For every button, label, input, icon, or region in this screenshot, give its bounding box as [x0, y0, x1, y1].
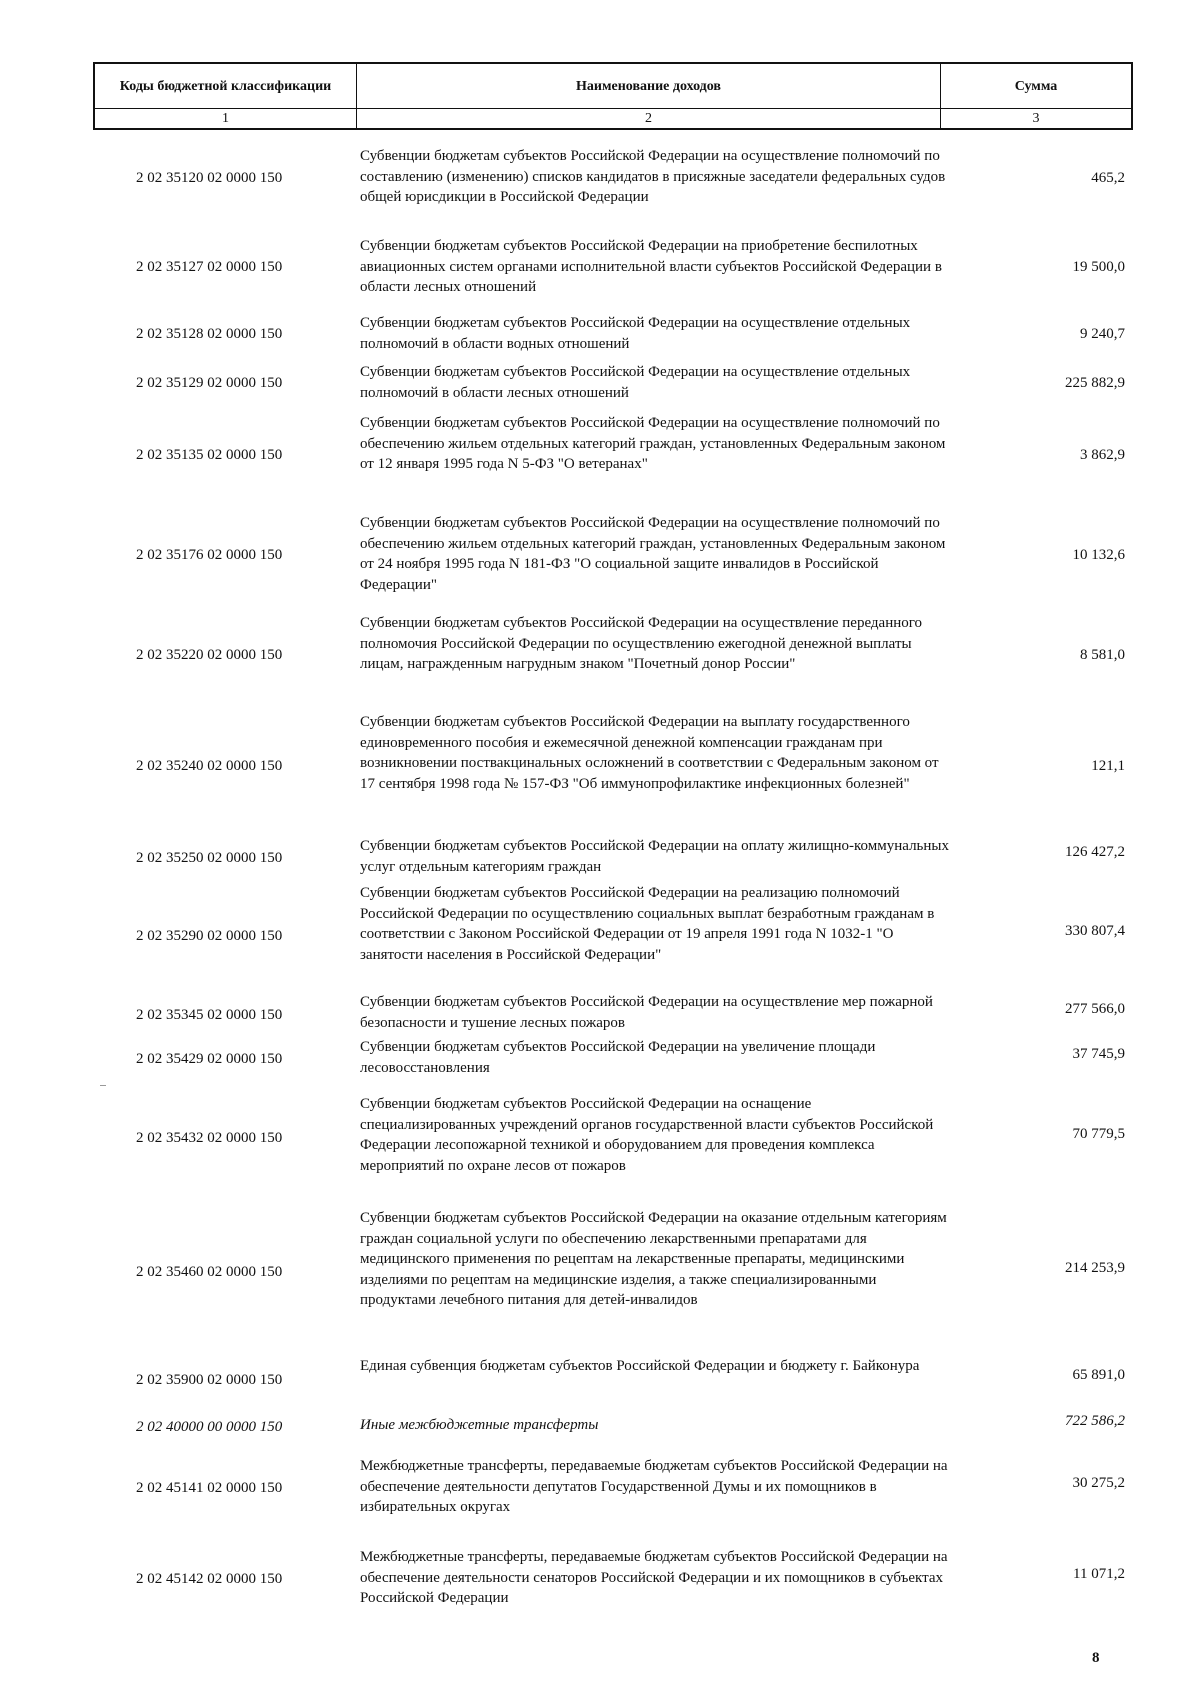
amount: 121,1 — [1091, 758, 1125, 774]
amount: 126 427,2 — [1065, 844, 1125, 860]
budget-code: 2 02 35290 02 0000 150 — [136, 928, 283, 944]
income-name: Субвенции бюджетам субъектов Российской Федерации на реализацию полномочий Российской Федерации по осуществлению социальных выплат безработным гражданам в соответствии с Законом Российской Федерации от 19 апреля 1991 года N 1032-1 "О занятости населения в Российской Федерации" — [360, 885, 935, 963]
income-name: Единая субвенция бюджетам субъектов Российской Федерации и бюджету г. Байконура — [360, 1358, 920, 1374]
budget-code: 2 02 35345 02 0000 150 — [136, 1007, 283, 1023]
amount: 30 275,2 — [1072, 1475, 1125, 1491]
budget-code: 2 02 40000 00 0000 150 — [136, 1419, 283, 1435]
header-col3-number: 3 — [1032, 111, 1040, 126]
income-name: Субвенции бюджетам субъектов Российской Федерации на увеличение площади лесовосстановления — [360, 1039, 876, 1076]
budget-code: 2 02 35220 02 0000 150 — [136, 647, 283, 663]
income-name: Субвенции бюджетам субъектов Российской Федерации на оказание отдельным категориям граждан социальной услуги по обеспечению лекарственными препаратами для медицинского применения по рецептам на лекарственные препараты, медицинскими изделиями по рецептам на медицинские изделия, а также специализированными продуктами лечебного питания для детей-инвалидов — [360, 1210, 947, 1308]
income-name: Межбюджетные трансферты, передаваемые бюджетам субъектов Российской Федерации на обеспечение деятельности сенаторов Российской Федерации и их помощников в субъектах Российской Федерации — [360, 1549, 948, 1606]
amount: 277 566,0 — [1065, 1001, 1125, 1017]
budget-code: 2 02 35460 02 0000 150 — [136, 1264, 283, 1280]
budget-code: 2 02 45141 02 0000 150 — [136, 1480, 283, 1496]
budget-code: 2 02 35135 02 0000 150 — [136, 447, 283, 463]
amount: 465,2 — [1091, 170, 1125, 186]
income-name: Субвенции бюджетам субъектов Российской Федерации на осуществление отдельных полномочий в области водных отношений — [360, 315, 911, 352]
budget-code: 2 02 35120 02 0000 150 — [136, 170, 283, 186]
header-amount: Сумма — [1014, 78, 1058, 94]
budget-code: 2 02 35129 02 0000 150 — [136, 375, 283, 391]
budget-code: 2 02 35429 02 0000 150 — [136, 1051, 283, 1067]
income-name: Субвенции бюджетам субъектов Российской Федерации на осуществление полномочий по составлению (изменению) списков кандидатов в присяжные заседатели федеральных судов общей юрисдикции в Российской Федерации — [360, 148, 946, 205]
page-number: 8 — [1092, 1650, 1100, 1666]
amount: 3 862,9 — [1080, 447, 1125, 463]
income-name: Межбюджетные трансферты, передаваемые бюджетам субъектов Российской Федерации на обеспечение деятельности депутатов Государственной Думы и их помощников в избирательных округах — [360, 1458, 948, 1515]
amount: 19 500,0 — [1072, 259, 1125, 275]
budget-code: 2 02 35432 02 0000 150 — [136, 1130, 283, 1146]
income-name: Субвенции бюджетам субъектов Российской Федерации на осуществление полномочий по обеспечению жильем отдельных категорий граждан, установленных Федеральным законом от 24 ноября 1995 года N 181-ФЗ "О социальной защите инвалидов в Российской Федерации" — [360, 515, 946, 593]
amount: 722 586,2 — [1065, 1413, 1125, 1429]
header-income-name: Наименование доходов — [357, 64, 941, 108]
budget-code: 2 02 35900 02 0000 150 — [136, 1372, 283, 1388]
amount: 225 882,9 — [1065, 375, 1125, 391]
income-name: Субвенции бюджетам субъектов Российской Федерации на осуществление мер пожарной безопасности и тушение лесных пожаров — [360, 994, 933, 1031]
budget-code: 2 02 35127 02 0000 150 — [136, 259, 283, 275]
header-codes: Коды бюджетной классификации — [95, 64, 357, 108]
budget-code: 2 02 45142 02 0000 150 — [136, 1571, 283, 1587]
header-col1-number: 1 — [95, 109, 357, 128]
income-name: Субвенции бюджетам субъектов Российской Федерации на осуществление переданного полномочия Российской Федерации по осуществлению ежегодной денежной выплаты лицам, награжденным нагрудным знаком "Почетный донор России" — [360, 615, 923, 672]
amount: 214 253,9 — [1065, 1260, 1125, 1276]
amount: 330 807,4 — [1065, 923, 1125, 939]
income-name: Субвенции бюджетам субъектов Российской Федерации на осуществление отдельных полномочий в области лесных отношений — [360, 364, 911, 401]
amount: 37 745,9 — [1072, 1046, 1125, 1062]
budget-code: 2 02 35176 02 0000 150 — [136, 547, 283, 563]
amount: 70 779,5 — [1072, 1126, 1125, 1142]
budget-code: 2 02 35128 02 0000 150 — [136, 326, 283, 342]
amount: 11 071,2 — [1073, 1566, 1125, 1582]
amount: 65 891,0 — [1072, 1367, 1125, 1383]
budget-code: 2 02 35240 02 0000 150 — [136, 758, 283, 774]
amount: 9 240,7 — [1080, 326, 1125, 342]
amount: 10 132,6 — [1072, 547, 1125, 563]
income-name: Субвенции бюджетам субъектов Российской Федерации на оснащение специализированных учреждений органов государственной власти субъектов Российской Федерации лесопожарной техникой и оборудованием для проведения комплекса мероприятий по охране лесов от пожаров — [360, 1096, 934, 1174]
income-name: Субвенции бюджетам субъектов Российской Федерации на осуществление полномочий по обеспечению жильем отдельных категорий граждан, установленных Федеральным законом от 12 января 1995 года N 5-ФЗ "О ветеранах" — [360, 415, 946, 472]
income-name: Субвенции бюджетам субъектов Российской Федерации на выплату государственного единовременного пособия и ежемесячной денежной компенсации гражданам при возникновении поствакцинальных осложнений в соответствии с Федеральным законом от 17 сентября 1998 года № 157-ФЗ "Об иммунопрофилактике инфекционных болезней" — [360, 714, 939, 792]
amount: 8 581,0 — [1080, 647, 1125, 663]
header-col2-number: 2 — [357, 109, 941, 128]
budget-code: 2 02 35250 02 0000 150 — [136, 850, 283, 866]
income-name: Субвенции бюджетам субъектов Российской Федерации на оплату жилищно-коммунальных услуг отдельным категориям граждан — [360, 838, 949, 875]
income-name: Субвенции бюджетам субъектов Российской Федерации на приобретение беспилотных авиационных систем органами исполнительной власти субъектов Российской Федерации в области лесных отношений — [360, 238, 942, 295]
scan-mark — [100, 1085, 106, 1086]
income-name: Иные межбюджетные трансферты — [360, 1417, 599, 1433]
